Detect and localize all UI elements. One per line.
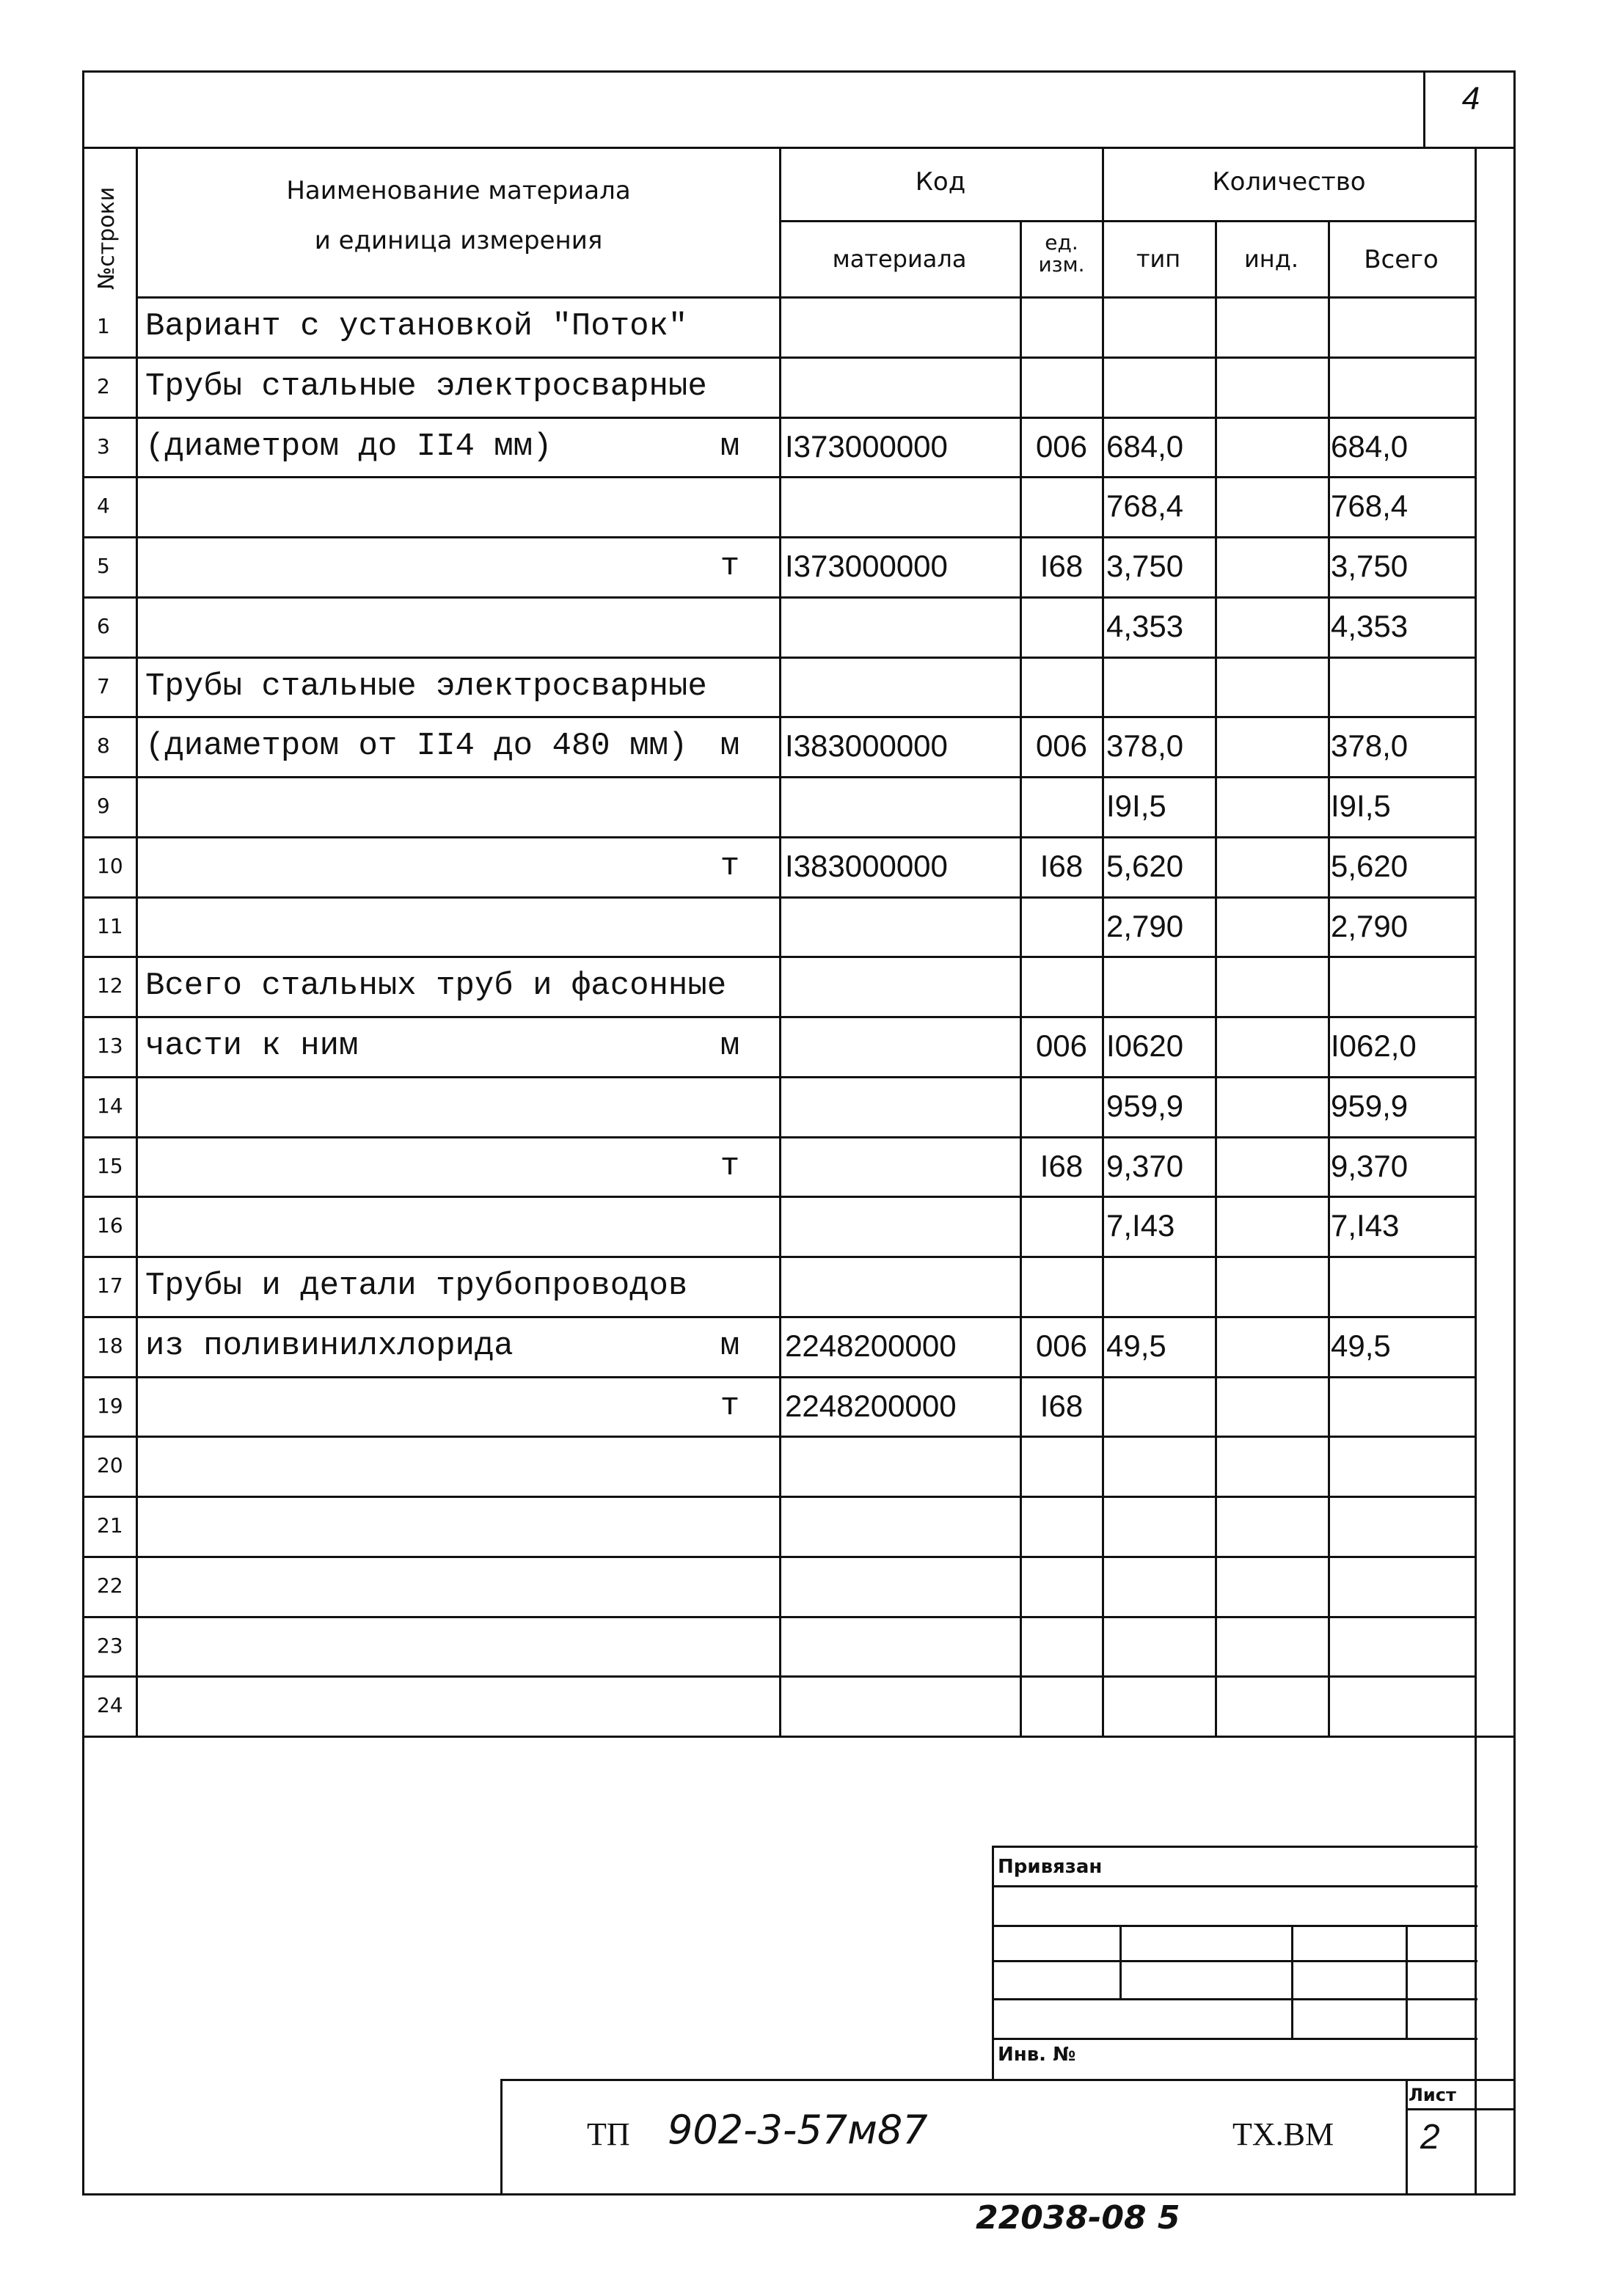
- row-unit-code: [1021, 1076, 1102, 1136]
- row-unit-letter: [690, 1076, 770, 1136]
- row-qty-total: [1331, 1436, 1475, 1496]
- row-material-name: (диаметром от II4 до 480 мм): [145, 728, 688, 764]
- row-material-code: [785, 956, 1020, 1016]
- row-material-code: I383000000: [785, 728, 948, 763]
- row-material-name: [145, 596, 717, 657]
- doc-section: ТХ.ВМ: [1232, 2116, 1334, 2152]
- row-number: 4: [97, 494, 110, 518]
- row-material-code: I373000000: [785, 429, 948, 464]
- row-material-name: [145, 776, 717, 836]
- row-qty-total: I062,0: [1331, 1028, 1417, 1063]
- row-material-name: (диаметром до II4 мм): [145, 428, 552, 465]
- row-material-name: [145, 836, 717, 896]
- row-unit-letter: [690, 296, 770, 357]
- row-number: 20: [97, 1453, 123, 1477]
- row-qty-type: I0620: [1106, 1028, 1184, 1063]
- row-qty-total: [1331, 1256, 1475, 1316]
- row-qty-total: 4,353: [1331, 609, 1409, 643]
- row-number: 1: [97, 314, 110, 338]
- header-quantity: Количество: [1212, 167, 1366, 197]
- stamp-sheet-label: Лист: [1409, 2085, 1456, 2105]
- row-material-name: Всего стальных труб и фасонные: [145, 968, 727, 1004]
- row-material-code: [785, 1556, 1020, 1616]
- row-number: 10: [97, 854, 123, 878]
- row-material-code: [785, 476, 1020, 536]
- row-qty-type: [1106, 1616, 1216, 1676]
- row-unit-code: [1021, 776, 1102, 836]
- row-number: 23: [97, 1634, 123, 1658]
- row-number: 13: [97, 1034, 123, 1058]
- row-number: 21: [97, 1513, 123, 1538]
- row-qty-type: [1106, 357, 1216, 417]
- row-qty-total: 9,370: [1331, 1149, 1409, 1183]
- row-qty-total: 5,620: [1331, 849, 1409, 883]
- row-number: 3: [97, 434, 110, 458]
- row-qty-total: [1331, 1556, 1475, 1616]
- row-material-name: [145, 896, 717, 957]
- header-unit: ед. изм.: [1038, 230, 1085, 277]
- row-unit-letter: [690, 1436, 770, 1496]
- row-material-name: [145, 1196, 717, 1256]
- row-qty-type: [1106, 1436, 1216, 1496]
- row-material-name: [145, 1136, 717, 1196]
- row-unit-letter: [690, 1196, 770, 1256]
- row-qty-total: 2,790: [1331, 909, 1409, 943]
- row-number: 18: [97, 1334, 123, 1358]
- row-unit-letter: т: [720, 848, 740, 885]
- stamp-bound-label: Привязан: [998, 1856, 1103, 1878]
- row-qty-total: [1331, 657, 1475, 717]
- row-qty-type: 2,790: [1106, 909, 1184, 943]
- row-number: 7: [97, 674, 110, 698]
- row-material-name: части к ним: [145, 1028, 359, 1064]
- header-total: Всего: [1364, 245, 1439, 274]
- row-number: 17: [97, 1273, 123, 1298]
- row-material-code: [785, 1016, 1020, 1076]
- row-qty-type: 378,0: [1106, 728, 1184, 763]
- row-material-code: [785, 296, 1020, 357]
- row-unit-letter: [690, 776, 770, 836]
- row-qty-type: 7,I43: [1106, 1208, 1175, 1243]
- row-number: 24: [97, 1693, 123, 1717]
- row-qty-type: [1106, 1376, 1216, 1436]
- row-unit-letter: [690, 1496, 770, 1556]
- row-number: 14: [97, 1094, 123, 1118]
- row-number: 2: [97, 374, 110, 398]
- row-unit-code: 006: [1035, 1328, 1088, 1363]
- row-qty-type: I9I,5: [1106, 789, 1166, 823]
- row-qty-total: [1331, 1376, 1475, 1436]
- row-number: 22: [97, 1573, 123, 1598]
- row-unit-code: I68: [1040, 1389, 1084, 1423]
- row-unit-letter: м: [720, 728, 740, 764]
- row-qty-type: [1106, 956, 1216, 1016]
- row-unit-code: 006: [1035, 1028, 1088, 1063]
- row-unit-letter: [690, 596, 770, 657]
- row-unit-letter: т: [720, 1388, 740, 1425]
- row-unit-letter: [690, 357, 770, 417]
- row-unit-letter: [690, 1256, 770, 1316]
- archive-code: 22038-08 5: [976, 2199, 1180, 2237]
- header-material: материала: [832, 245, 967, 273]
- row-qty-total: [1331, 357, 1475, 417]
- row-material-code: [785, 1136, 1020, 1196]
- row-unit-letter: м: [720, 1328, 740, 1364]
- row-unit-code: I68: [1040, 1149, 1084, 1183]
- row-material-code: I373000000: [785, 549, 948, 583]
- row-qty-total: 684,0: [1331, 429, 1409, 464]
- row-material-code: [785, 657, 1020, 717]
- row-material-name: Трубы стальные электросварные: [145, 368, 707, 405]
- row-unit-code: [1021, 956, 1102, 1016]
- row-unit-code: [1021, 476, 1102, 536]
- row-unit-code: [1021, 296, 1102, 357]
- row-material-name: Трубы и детали трубопроводов: [145, 1268, 688, 1304]
- row-qty-type: [1106, 1556, 1216, 1616]
- row-unit-letter: [690, 1556, 770, 1616]
- row-qty-total: [1331, 1496, 1475, 1556]
- row-qty-type: 959,9: [1106, 1089, 1184, 1123]
- row-material-name: [145, 476, 717, 536]
- row-qty-total: I9I,5: [1331, 789, 1391, 823]
- row-unit-code: 006: [1035, 429, 1088, 464]
- row-unit-letter: т: [720, 548, 740, 585]
- row-unit-code: [1021, 357, 1102, 417]
- row-material-code: [785, 1256, 1020, 1316]
- row-qty-total: [1331, 1616, 1475, 1676]
- row-unit-code: [1021, 1616, 1102, 1676]
- row-unit-letter: м: [720, 1028, 740, 1064]
- row-qty-type: 768,4: [1106, 489, 1184, 523]
- row-material-code: I383000000: [785, 849, 948, 883]
- row-number: 6: [97, 614, 110, 638]
- row-unit-code: [1021, 657, 1102, 717]
- row-unit-letter: [690, 476, 770, 536]
- row-unit-code: 006: [1035, 728, 1088, 763]
- row-material-code: [785, 1436, 1020, 1496]
- row-qty-type: 9,370: [1106, 1149, 1184, 1183]
- row-unit-letter: [690, 657, 770, 717]
- sheet-corner-number: 4: [1461, 81, 1480, 117]
- header-code: Код: [915, 167, 966, 197]
- doc-number: 902-3-57м87: [668, 2107, 928, 2153]
- row-qty-type: [1106, 657, 1216, 717]
- row-qty-total: 959,9: [1331, 1089, 1409, 1123]
- header-name-line2: и единица измерения: [314, 226, 603, 255]
- header-ind: инд.: [1243, 245, 1298, 273]
- stamp-sheet-number: 2: [1420, 2118, 1440, 2157]
- row-unit-code: [1021, 1196, 1102, 1256]
- row-material-code: [785, 1675, 1020, 1736]
- row-unit-code: [1021, 1436, 1102, 1496]
- row-qty-type: [1106, 1496, 1216, 1556]
- row-unit-code: [1021, 1556, 1102, 1616]
- row-qty-type: 4,353: [1106, 609, 1184, 643]
- row-qty-type: 3,750: [1106, 549, 1184, 583]
- row-qty-type: 49,5: [1106, 1328, 1166, 1363]
- row-material-code: [785, 1496, 1020, 1556]
- row-number: 16: [97, 1213, 123, 1237]
- row-qty-type: 684,0: [1106, 429, 1184, 464]
- row-qty-type: [1106, 1675, 1216, 1736]
- row-number: 8: [97, 734, 110, 758]
- row-qty-type: 5,620: [1106, 849, 1184, 883]
- row-material-code: [785, 776, 1020, 836]
- row-material-code: 2248200000: [785, 1328, 957, 1363]
- row-number: 19: [97, 1394, 123, 1418]
- header-typ: тип: [1136, 245, 1181, 273]
- row-material-code: [785, 1076, 1020, 1136]
- row-material-name: [145, 1376, 717, 1436]
- row-qty-total: 378,0: [1331, 728, 1409, 763]
- row-unit-code: I68: [1040, 549, 1084, 583]
- row-material-name: [145, 1675, 717, 1736]
- row-number: 11: [97, 914, 123, 938]
- row-material-name: [145, 1076, 717, 1136]
- row-unit-code: [1021, 1675, 1102, 1736]
- row-qty-total: [1331, 1675, 1475, 1736]
- row-number: 5: [97, 554, 110, 578]
- row-material-name: [145, 1556, 717, 1616]
- row-qty-type: [1106, 296, 1216, 357]
- header-row-number: №строки: [94, 186, 120, 290]
- row-qty-type: [1106, 1256, 1216, 1316]
- row-material-code: [785, 1616, 1020, 1676]
- header-name-line1: Наименование материала: [286, 176, 631, 205]
- row-unit-code: [1021, 596, 1102, 657]
- row-material-code: [785, 1196, 1020, 1256]
- row-unit-letter: [690, 1616, 770, 1676]
- row-unit-code: [1021, 1256, 1102, 1316]
- row-unit-letter: [690, 1675, 770, 1736]
- row-number: 15: [97, 1154, 123, 1178]
- row-unit-letter: [690, 896, 770, 957]
- row-qty-total: 768,4: [1331, 489, 1409, 523]
- row-qty-total: 7,I43: [1331, 1208, 1400, 1243]
- doc-prefix: ТП: [587, 2116, 630, 2152]
- row-qty-total: 3,750: [1331, 549, 1409, 583]
- row-unit-letter: т: [720, 1148, 740, 1185]
- row-number: 12: [97, 973, 123, 998]
- row-material-code: [785, 357, 1020, 417]
- row-qty-total: [1331, 956, 1475, 1016]
- row-material-name: Трубы стальные электросварные: [145, 668, 707, 705]
- row-unit-code: [1021, 896, 1102, 957]
- row-material-name: [145, 1436, 717, 1496]
- row-unit-letter: м: [720, 428, 740, 465]
- row-material-name: [145, 1616, 717, 1676]
- row-material-code: 2248200000: [785, 1389, 957, 1423]
- row-unit-code: I68: [1040, 849, 1084, 883]
- row-material-code: [785, 896, 1020, 957]
- row-material-name: Вариант с установкой "Поток": [145, 308, 688, 345]
- row-qty-total: [1331, 296, 1475, 357]
- row-material-name: [145, 1496, 717, 1556]
- row-material-name: [145, 536, 717, 596]
- row-unit-code: [1021, 1496, 1102, 1556]
- row-number: 9: [97, 794, 110, 818]
- row-qty-total: 49,5: [1331, 1328, 1391, 1363]
- row-material-code: [785, 596, 1020, 657]
- stamp-inventory-label: Инв. №: [998, 2044, 1076, 2066]
- row-unit-letter: [690, 956, 770, 1016]
- row-material-name: из поливинилхлорида: [145, 1328, 514, 1364]
